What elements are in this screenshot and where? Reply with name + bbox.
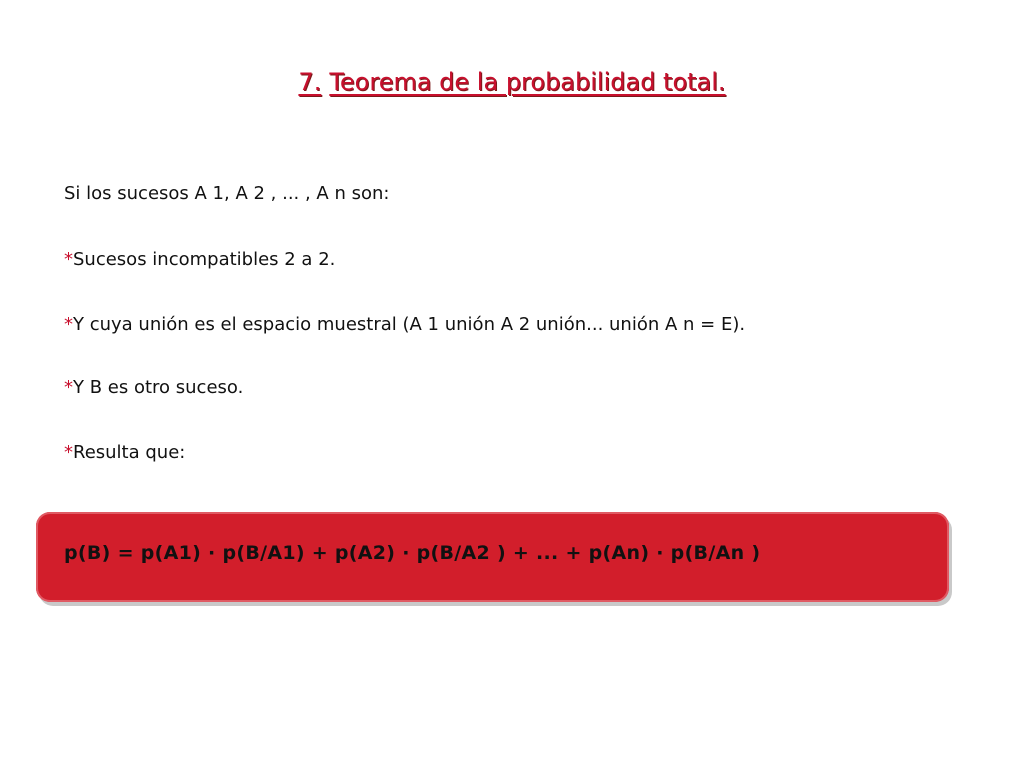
title-text: Teorema de la probabilidad total.: [329, 68, 726, 96]
bullet-item: [64, 442, 185, 463]
bullet-text: Sucesos incompatibles 2 a 2.: [73, 249, 336, 270]
bullet-item: [64, 249, 335, 270]
bullet-text: Resulta que:: [73, 442, 186, 463]
bullet-text: Y cuya unión es el espacio muestral (A 1 unión A 2 unión... unión A n = E).: [73, 314, 746, 335]
title-number: 7.: [298, 68, 322, 96]
bullet-text: Y B es otro suceso.: [73, 377, 244, 398]
formula-text: p(B) = p(A1) · p(B/A1) + p(A2) · p(B/A2 ) + ... + p(An) · p(B/An ): [64, 542, 761, 564]
intro-text: Si los sucesos A 1, A 2 , ... , A n son:: [64, 183, 390, 204]
bullet-marker: *: [64, 442, 73, 463]
bullet-item: [64, 377, 243, 398]
bullet-item: [64, 314, 745, 335]
bullet-marker: *: [64, 249, 73, 270]
bullet-marker: *: [64, 377, 73, 398]
slide-title: [0, 68, 1024, 96]
bullet-marker: *: [64, 314, 73, 335]
